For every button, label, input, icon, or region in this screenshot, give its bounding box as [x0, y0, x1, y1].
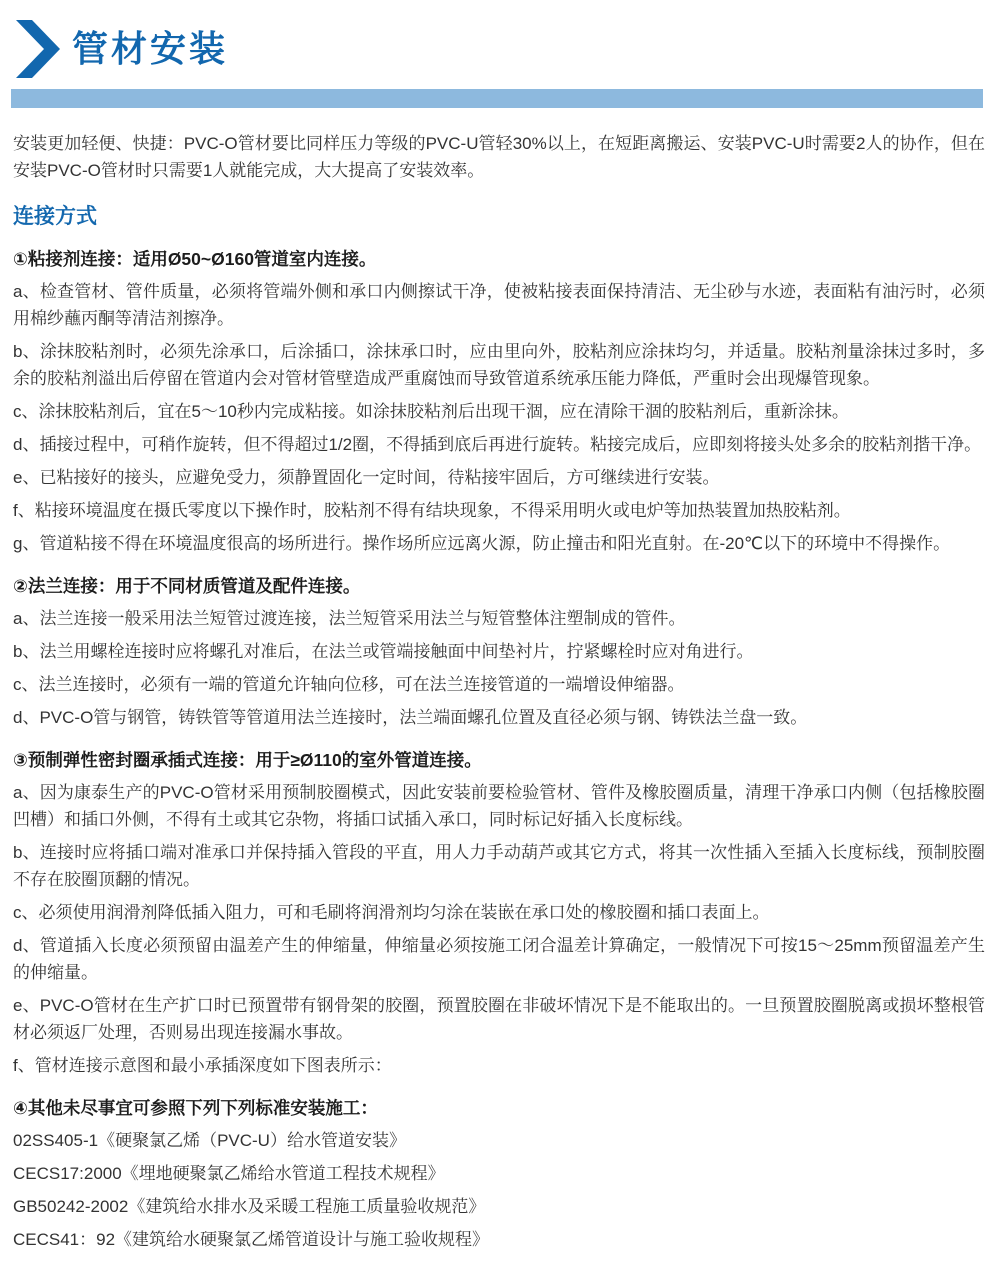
- content-area: [13, 108, 985, 1253]
- section-other-standards: [13, 1095, 985, 1253]
- standard-reference: CECS17:2000《埋地硬聚氯乙烯给水管道工程技术规程》: [13, 1164, 445, 1183]
- list-item: f、管材连接示意图和最小承插深度如下图表所示：: [13, 1056, 392, 1075]
- list-item: b、法兰用螺栓连接时应将螺孔对准后，在法兰或管端接触面中间垫衬片，拧紧螺栓时应对角进行。: [13, 642, 754, 661]
- page-header: [13, 0, 985, 78]
- section-heading-connection-methods: 连接方式: [13, 205, 97, 228]
- section-seal-ring-connection: [13, 747, 985, 1079]
- header-banner-bar: [11, 89, 983, 108]
- list-item: d、管道插入长度必须预留由温差产生的伸缩量，伸缩量必须按施工闭合温差计算确定，一般情况下可按15～25mm预留温差产生的伸缩量。: [13, 936, 985, 982]
- standard-reference: 02SS405-1《硬聚氯乙烯（PVC-U）给水管道安装》: [13, 1131, 406, 1150]
- list-item: b、涂抹胶粘剂时，必须先涂承口，后涂插口，涂抹承口时，应由里向外，胶粘剂应涂抹均匀，并适量。胶粘剂量涂抹过多时，多余的胶粘剂溢出后停留在管道内会对管材管壁造成严重腐蚀而导致管道系统承压能力降低，严重时会出现爆管现象。: [13, 342, 985, 388]
- standard-reference: GB50242-2002《建筑给水排水及采暖工程施工质量验收规范》: [13, 1197, 486, 1216]
- list-item: d、PVC-O管与钢管，铸铁管等管道用法兰连接时，法兰端面螺孔位置及直径必须与钢、铸铁法兰盘一致。: [13, 708, 808, 727]
- subsection-heading-flange: ②法兰连接：用于不同材质管道及配件连接。: [13, 576, 361, 596]
- list-item: c、法兰连接时，必须有一端的管道允许轴向位移，可在法兰连接管道的一端增设伸缩器。: [13, 675, 685, 694]
- list-item: b、连接时应将插口端对准承口并保持插入管段的平直，用人力手动葫芦或其它方式，将其一次性插入至插入长度标线，预制胶圈不存在胶圈顶翻的情况。: [13, 843, 985, 889]
- list-item: g、管道粘接不得在环境温度很高的场所进行。操作场所应远离火源，防止撞击和阳光直射。在-20℃以下的环境中不得操作。: [13, 534, 951, 553]
- list-item: a、因为康泰生产的PVC-O管材采用预制胶圈模式，因此安装前要检验管材、管件及橡胶圈质量，清理干净承口内侧（包括橡胶圈凹槽）和插口外侧，不得有土或其它杂物，将插口试插入承口，同时标记好插入长度标线。: [13, 783, 985, 829]
- section-flange-connection: [13, 573, 985, 731]
- list-item: a、检查管材、管件质量，必须将管端外侧和承口内侧擦试干净，使被粘接表面保持清洁、无尘砂与水迹，表面粘有油污时，必须用棉纱蘸丙酮等清洁剂擦净。: [13, 282, 985, 328]
- list-item: d、插接过程中，可稍作旋转，但不得超过1/2圈，不得插到底后再进行旋转。粘接完成后，应即刻将接头处多余的胶粘剂揩干净。: [13, 435, 982, 454]
- chevron-right-icon: [16, 20, 60, 78]
- subsection-heading-standards: ④其他未尽事宜可参照下列下列标准安装施工：: [13, 1098, 378, 1118]
- standard-reference: CECS41：92《建筑给水硬聚氯乙烯管道设计与施工验收规程》: [13, 1230, 490, 1249]
- section-adhesive-connection: [13, 246, 985, 557]
- subsection-heading-adhesive: ①粘接剂连接：适用Ø50~Ø160管道室内连接。: [13, 249, 377, 269]
- list-item: c、必须使用润滑剂降低插入阻力，可和毛刷将润滑剂均匀涂在装嵌在承口处的橡胶圈和插口表面上。: [13, 903, 770, 922]
- list-item: f、粘接环境温度在摄氏零度以下操作时，胶粘剂不得有结块现象，不得采用明火或电炉等加热装置加热胶粘剂。: [13, 501, 851, 520]
- intro-paragraph: 安装更加轻便、快捷：PVC-O管材要比同样压力等级的PVC-U管轻30%以上，在短距离搬运、安装PVC-U时需要2人的协作，但在安装PVC-O管材时只需要1人就能完成，大大提高了安装效率。: [13, 134, 985, 180]
- list-item: e、已粘接好的接头，应避免受力，须静置固化一定时间，待粘接牢固后，方可继续进行安装。: [13, 468, 720, 487]
- page-title: 管材安装: [72, 28, 229, 69]
- list-item: a、法兰连接一般采用法兰短管过渡连接，法兰短管采用法兰与短管整体注塑制成的管件。: [13, 609, 686, 628]
- subsection-heading-seal-ring: ③预制弹性密封圈承插式连接：用于≥Ø110的室外管道连接。: [13, 750, 482, 770]
- list-item: e、PVC-O管材在生产扩口时已预置带有钢骨架的胶圈，预置胶圈在非破坏情况下是不能取出的。一旦预置胶圈脱离或损坏整根管材必须返厂处理，否则易出现连接漏水事故。: [13, 996, 985, 1042]
- list-item: c、涂抹胶粘剂后，宜在5～10秒内完成粘接。如涂抹胶粘剂后出现干涸，应在清除干涸的胶粘剂后，重新涂抹。: [13, 402, 849, 421]
